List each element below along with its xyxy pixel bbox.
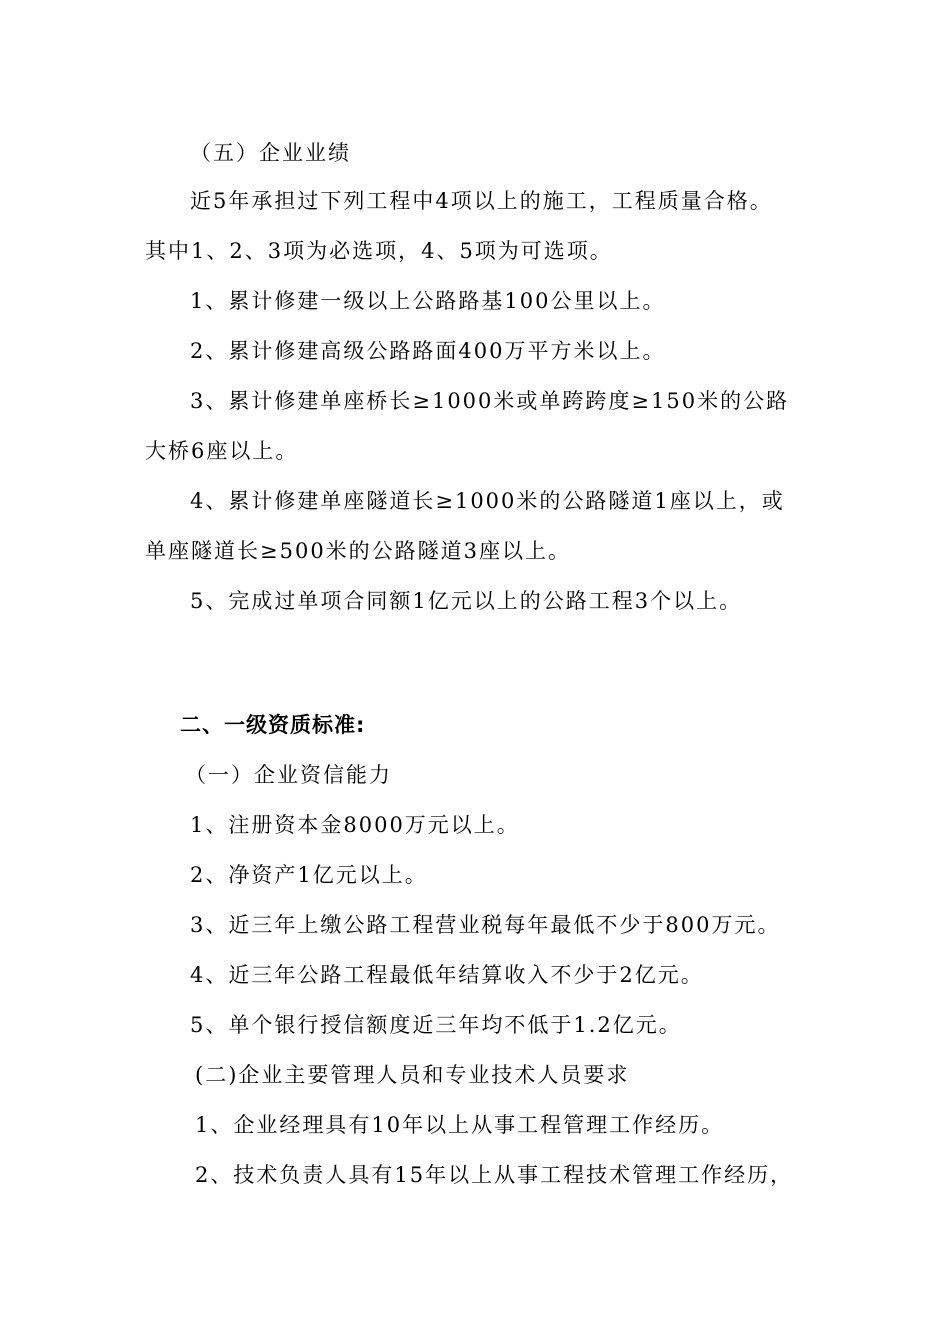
- section-five-title: （五）企业业绩: [190, 141, 351, 165]
- section-two-heading: 二、一级资质标准:: [180, 713, 366, 737]
- section-five-item-1: 1、累计修建一级以上公路路基100公里以上。: [190, 289, 666, 313]
- sub-two-item-2: 2、技术负责人具有15年以上从事工程技术管理工作经历，: [195, 1163, 794, 1187]
- section-five-intro-line2: 其中1、2、3项为必选项，4、5项为可选项。: [145, 239, 613, 263]
- sub-one-item-5: 5、单个银行授信额度近三年均不低于1.2亿元。: [190, 1013, 682, 1037]
- sub-one-title: （一）企业资信能力: [185, 763, 392, 787]
- sub-one-item-2: 2、净资产1亿元以上。: [190, 863, 428, 887]
- section-five-item-2: 2、累计修建高级公路路面400万平方米以上。: [190, 339, 666, 363]
- section-five-item-3-cont: 大桥6座以上。: [145, 439, 299, 463]
- sub-one-item-4: 4、近三年公路工程最低年结算收入不少于2亿元。: [190, 963, 704, 987]
- sub-two-title: (二)企业主要管理人员和专业技术人员要求: [195, 1063, 630, 1087]
- sub-two-item-1: 1、企业经理具有10年以上从事工程管理工作经历。: [195, 1113, 725, 1137]
- section-five-item-3: 3、累计修建单座桥长≥1000米或单跨跨度≥150米的公路: [190, 389, 790, 413]
- section-five-item-5: 5、完成过单项合同额1亿元以上的公路工程3个以上。: [190, 589, 743, 613]
- section-five-intro-line1: 近5年承担过下列工程中4项以上的施工，工程质量合格。: [190, 189, 773, 213]
- sub-one-item-3: 3、近三年上缴公路工程营业税每年最低不少于800万元。: [190, 913, 781, 937]
- section-five-item-4: 4、累计修建单座隧道长≥1000米的公路隧道1座以上，或: [190, 489, 785, 513]
- sub-one-item-1: 1、注册资本金8000万元以上。: [190, 813, 520, 837]
- section-five-item-4-cont: 单座隧道长≥500米的公路隧道3座以上。: [145, 539, 572, 563]
